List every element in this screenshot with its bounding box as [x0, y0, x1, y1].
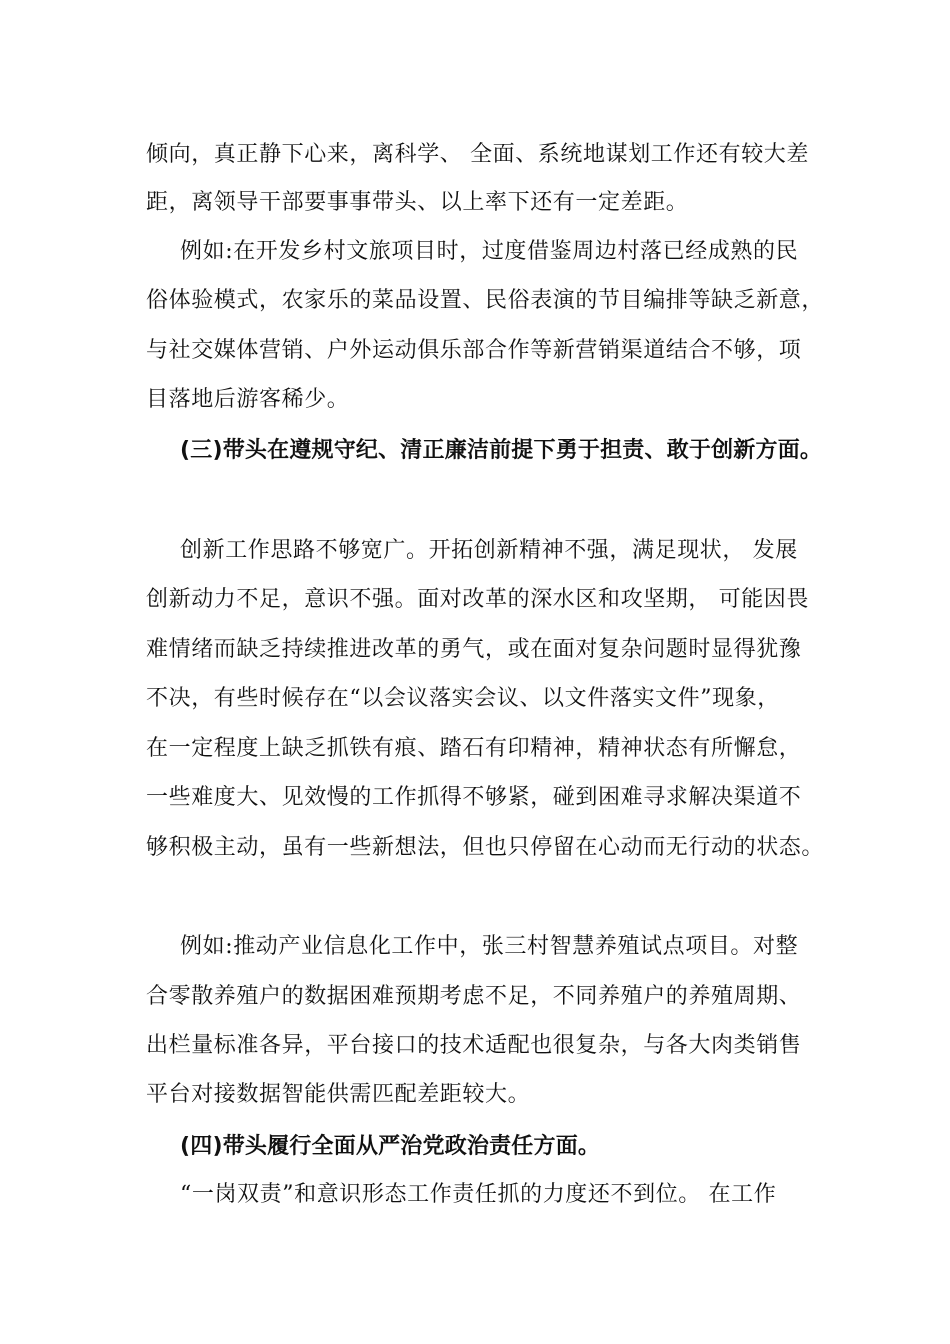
text-line: 与社交媒体营销、户外运动俱乐部合作等新营销渠道结合不够，项: [146, 338, 802, 363]
section-heading: (四)带头履行全面从严治党政治责任方面。: [180, 1134, 601, 1159]
text-line: 例如:推动产业信息化工作中，张三村智慧养殖试点项目。对整: [180, 934, 799, 959]
section-heading: (三)带头在遵规守纪、清正廉洁前提下勇于担责、敢于创新方面。: [180, 438, 823, 463]
text-line: 创新动力不足，意识不强。面对改革的深水区和攻坚期， 可能因畏: [146, 587, 809, 612]
text-line: 倾向，真正静下心来，离科学、 全面、系统地谋划工作还有较大差: [146, 142, 809, 167]
text-line: 出栏量标准各异，平台接口的技术适配也很复杂，与各大肉类销售: [146, 1033, 802, 1058]
text-line: 在一定程度上缺乏抓铁有痕、踏石有印精神，精神状态有所懈怠，: [146, 736, 802, 761]
text-line: 创新工作思路不够宽广。开拓创新精神不强，满足现状， 发展: [180, 538, 798, 563]
text-line: 够积极主动，虽有一些新想法，但也只停留在心动而无行动的状态。: [146, 835, 825, 860]
text-line: 距，离领导干部要事事带头、以上率下还有一定差距。: [146, 190, 689, 215]
text-line: 不决，有些时候存在“以会议落实会议、以文件落实文件”现象，: [146, 686, 780, 711]
text-line: 例如:在开发乡村文旅项目时，过度借鉴周边村落已经成熟的民: [180, 239, 799, 264]
text-line: “一岗双责”和意识形态工作责任抓的力度还不到位。 在工作: [180, 1182, 777, 1207]
text-line: 平台对接数据智能供需匹配差距较大。: [146, 1082, 531, 1107]
text-line: 一些难度大、见效慢的工作抓得不够紧，碰到困难寻求解决渠道不: [146, 785, 802, 810]
text-line: 难情绪而缺乏持续推进改革的勇气，或在面对复杂问题时显得犹豫: [146, 637, 802, 662]
text-line: 俗体验模式，农家乐的菜品设置、民俗表演的节目编排等缺乏新意，: [146, 288, 825, 313]
text-line: 合零散养殖户的数据困难预期考虑不足，不同养殖户的养殖周期、: [146, 984, 802, 1009]
text-line: 目落地后游客稀少。: [146, 387, 350, 412]
